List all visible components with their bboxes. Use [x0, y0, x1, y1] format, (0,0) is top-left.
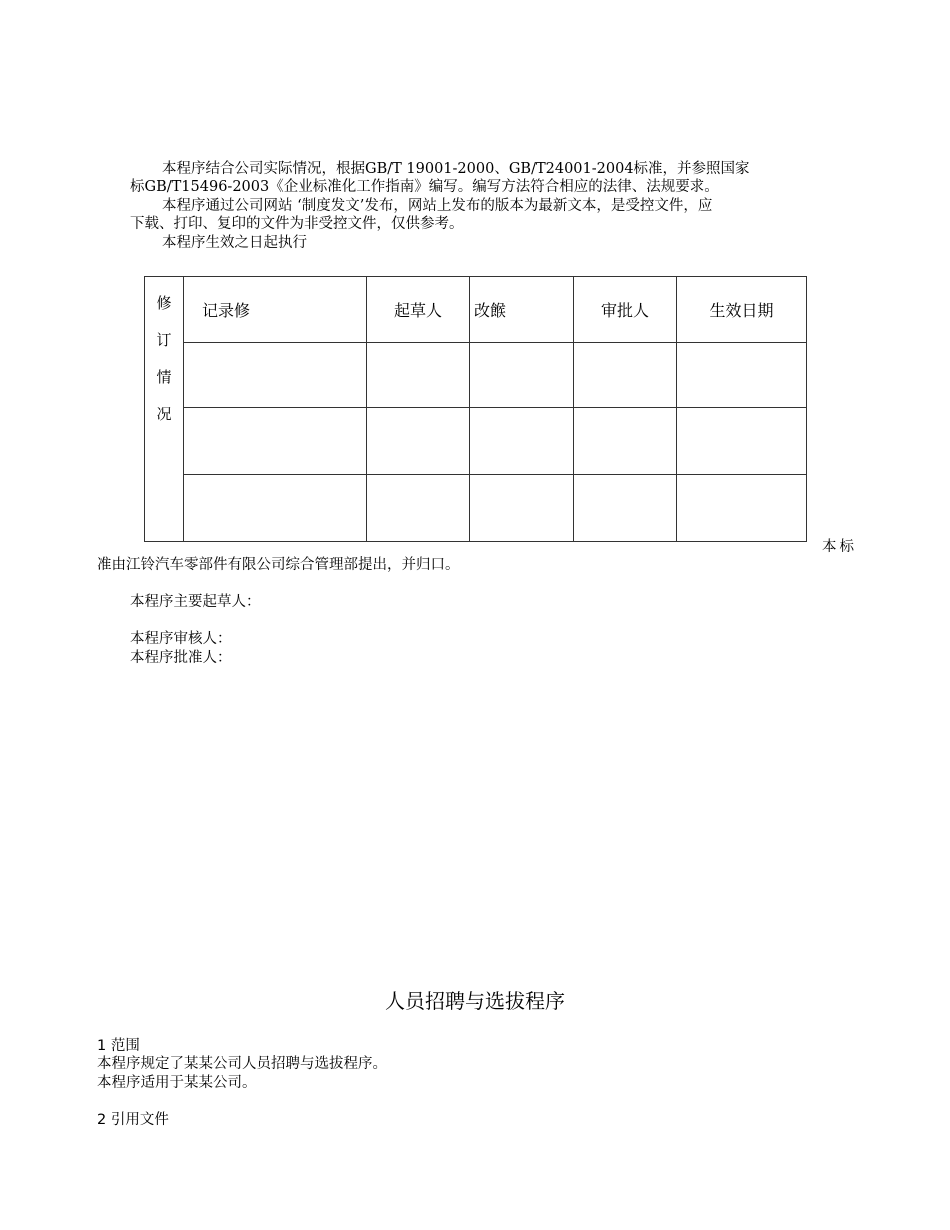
- intro-paragraph-1-line-1: 本程序结合公司实际情况，根据GB/T 19001-2000、GB/T24001-2004标准，并参照国家: [162, 161, 750, 177]
- table-row: [145, 343, 807, 408]
- table-cell: [367, 343, 470, 408]
- side-label-char: 修: [156, 294, 172, 312]
- table-cell: [184, 343, 367, 408]
- revision-side-label: [145, 277, 184, 542]
- table-cell: [574, 408, 677, 475]
- proposal-line-tail: 本标: [822, 539, 857, 555]
- header-drafter: 起草人: [367, 277, 470, 343]
- table-cell: [470, 343, 574, 408]
- proposal-line: 准由江铃汽车零部件有限公司综合管理部提出，并归口。: [97, 557, 460, 573]
- table-cell: [574, 475, 677, 542]
- table-cell: [574, 343, 677, 408]
- header-approver: 审批人: [574, 277, 677, 343]
- table-row: [145, 475, 807, 542]
- intro-paragraph-2-line-2: 下载、打印、复印的文件为非受控文件，仅供参考。: [130, 216, 464, 232]
- section-1-line-1: 本程序规定了某某公司人员招聘与选拔程序。: [97, 1056, 387, 1072]
- table-cell: [184, 475, 367, 542]
- table-cell: [677, 475, 807, 542]
- intro-paragraph-3: 本程序生效之日起执行: [162, 235, 307, 251]
- intro-paragraph-1-line-2: 标GB/T15496-2003《企业标准化工作指南》编写。编写方法符合相应的法律、法规要求。: [130, 179, 719, 195]
- revision-table: [144, 276, 807, 542]
- table-cell: [184, 408, 367, 475]
- reviewer-label: 本程序审核人：: [130, 631, 232, 647]
- side-label-char: 订: [156, 331, 172, 349]
- table-cell: [367, 408, 470, 475]
- side-label-char: 况: [156, 405, 172, 423]
- header-revision-record: 记录修: [184, 277, 367, 343]
- table-row: [145, 408, 807, 475]
- intro-paragraph-2-line-1: 本程序通过公司网站 ‘制度发文’发布，网站上发布的版本为最新文本，是受控文件，应: [162, 198, 713, 214]
- side-label-char: 情: [156, 368, 172, 386]
- header-effective-date: 生效日期: [677, 277, 807, 343]
- table-cell: [677, 343, 807, 408]
- section-2-heading: 2 引用文件: [97, 1112, 169, 1128]
- table-cell: [470, 408, 574, 475]
- drafter-label: 本程序主要起草人：: [130, 594, 261, 610]
- approver-label: 本程序批准人：: [130, 650, 232, 666]
- section-1-line-2: 本程序适用于某某公司。: [97, 1075, 257, 1091]
- table-cell: [677, 408, 807, 475]
- header-reviser: 改餱: [470, 277, 574, 343]
- document-title: 人员招聘与选拔程序: [385, 989, 565, 1013]
- table-cell: [470, 475, 574, 542]
- table-cell: [367, 475, 470, 542]
- section-1-heading: 1 范围: [97, 1038, 140, 1054]
